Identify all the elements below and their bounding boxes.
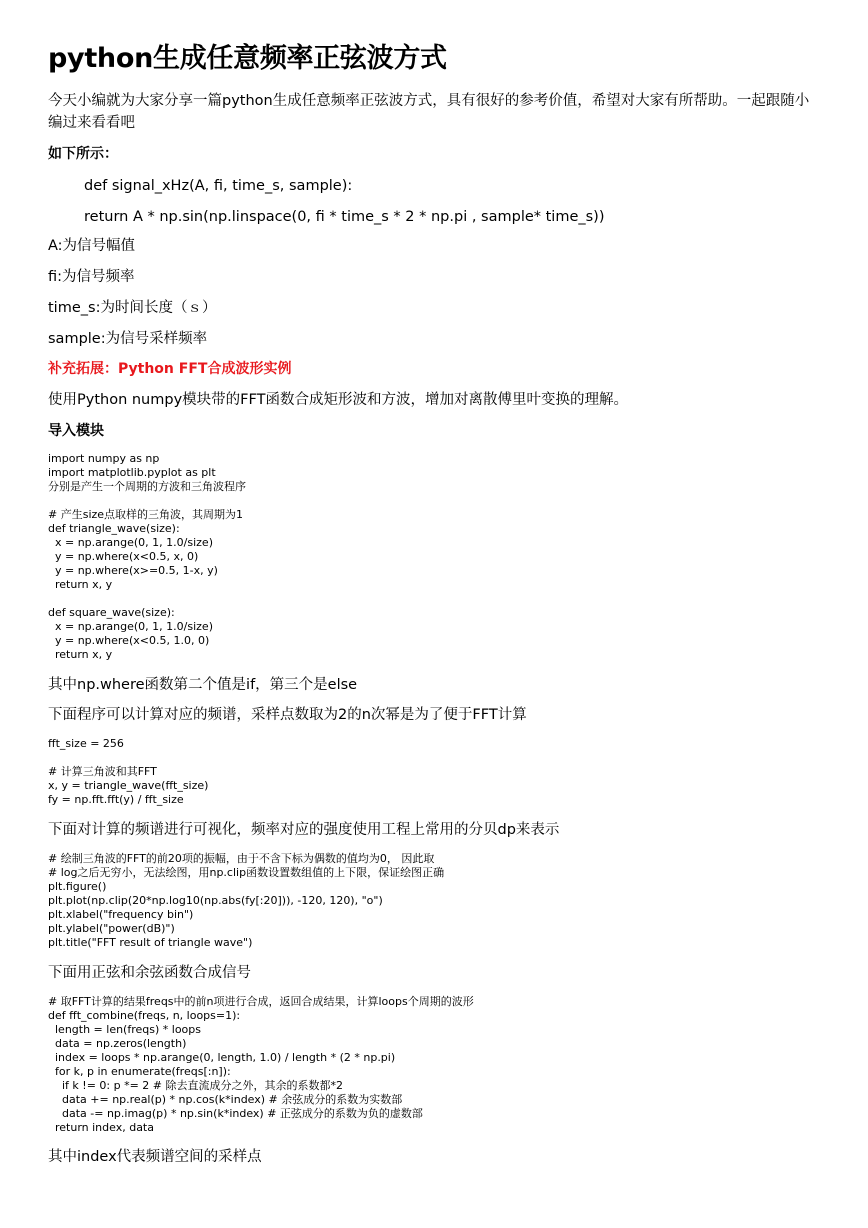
index-note: 其中index代表频谱空间的采样点 [48,1149,262,1165]
fft-note: 下面程序可以计算对应的频谱，采样点数取为2的n次幂是为了便于FFT计算 [48,707,527,723]
where-note: 其中np.where函数第二个值是if，第三个是else [48,677,358,693]
import-heading: 导入模块 [48,423,104,439]
intro-paragraph: 今天小编就为大家分享一篇python生成任意频率正弦波方式，具有很好的参考价值，希望对大家有所帮助。一起跟随小编过来看看吧 [48,93,810,131]
param-sample: sample:为信号采样频率 [48,331,208,347]
function-return: return A * np.sin(np.linspace(0, fi * time_s * 2 * np.pi , sample* time_s)) [84,209,605,225]
as-follows-label: 如下所示： [48,146,118,162]
param-amplitude: A:为信号幅值 [48,238,136,254]
visualize-note: 下面对计算的频谱进行可视化，频率对应的强度使用工程上常用的分贝dp来表示 [48,822,560,838]
supplement-heading: 补充拓展：Python FFT合成波形实例 [48,361,292,377]
supplement-intro: 使用Python numpy模块带的FFT函数合成矩形波和方波，增加对离散傅里叶变换的理解。 [48,392,628,408]
param-time: time_s:为时间长度（ｓ） [48,300,217,316]
combine-note: 下面用正弦和余弦函数合成信号 [48,965,251,981]
code-block-waves: import numpy as np import matplotlib.pyplot as plt 分别是产生一个周期的方波和三角波程序 # 产生size点取样的三角波，其周期为1 def triangle_wave(size): x = np.arange(0, 1, 1.0/size) y = np.where(x<0.5, x, 0) y = np.where(x>=0.5, 1-x, y) return x, y def square_wave(size): x = np.arange(0, 1, 1.0/size) y = np.where(x<0.5, 1.0, 0) return x, y [48,452,246,661]
function-definition: def signal_xHz(A, fi, time_s, sample): [84,178,353,194]
code-block-combine: # 取FFT计算的结果freqs中的前n项进行合成，返回合成结果，计算loops个周期的波形 def fft_combine(freqs, n, loops=1): length = len(freqs) * loops data = np.zeros(length) index = loops * np.arange(0, length, 1.0) / length * (2 * np.pi) for k, p in enumerate(freqs[:n]): if k != 0: p *= 2 # 除去直流成分之外，其余的系数都*2 data += np.real(p) * np.cos(k*index) # 余弦成分的系数为实数部 data -= np.imag(p) * np.sin(k*index) # 正弦成分的系数为负的虚数部 return index, data [48,995,474,1134]
code-block-fft: fft_size = 256 # 计算三角波和其FFT x, y = triangle_wave(fft_size) fy = np.fft.fft(y) / fft_size [48,737,209,806]
code-block-plot: # 绘制三角波的FFT的前20项的振幅，由于不含下标为偶数的值均为0， 因此取 # log之后无穷小，无法绘图，用np.clip函数设置数组值的上下限，保证绘图正确 plt.figure() plt.plot(np.clip(20*np.log10(np.abs(fy[:20])), -120, 120), "o") plt.xlabel("frequency bin") plt.ylabel("power(dB)") plt.title("FFT result of triangle wave") [48,852,445,949]
page-title: python生成任意频率正弦波方式 [48,43,447,74]
param-frequency: fi:为信号频率 [48,269,135,285]
